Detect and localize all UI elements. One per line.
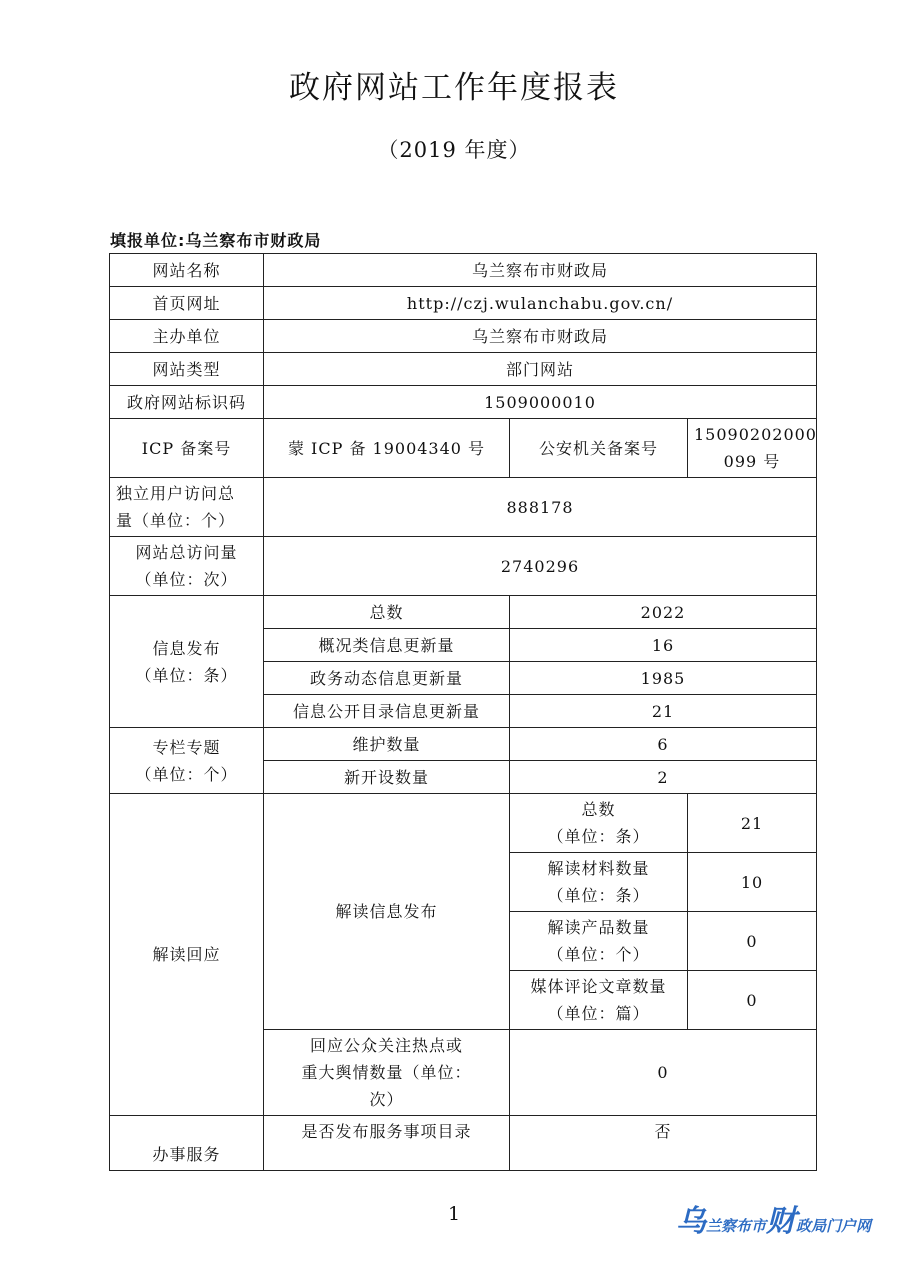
total-visits-label	[110, 537, 264, 596]
column-maintain-value: 6	[510, 728, 817, 761]
icp-label: ICP 备案号	[110, 419, 264, 478]
unique-visitors-label-line-1: 独立用户访问总	[116, 484, 236, 503]
table-row	[110, 254, 817, 287]
sponsor-label: 主办单位	[110, 320, 264, 353]
table-row	[110, 478, 817, 537]
response-value: 0	[510, 1030, 817, 1116]
info-release-label-line-1: 信息发布	[152, 638, 221, 658]
watermark-text-big-1: 乌	[676, 1204, 706, 1239]
reporting-unit: 填报单位:乌兰察布市财政局	[110, 231, 322, 250]
sponsor-value: 乌兰察布市财政局	[264, 320, 817, 353]
table-row	[110, 537, 817, 596]
interp-total-value: 21	[688, 794, 817, 853]
total-visits-value: 2740296	[264, 537, 817, 596]
column-label-line-2: （单位：个）	[135, 764, 238, 784]
column-label-line-1: 专栏专题	[152, 737, 221, 757]
info-open-value: 21	[510, 695, 817, 728]
service-catalog-value: 否	[510, 1116, 817, 1171]
column-new-value: 2	[510, 761, 817, 794]
interp-material-label-line-1: 解读材料数量	[547, 859, 650, 878]
report-table	[109, 253, 817, 1171]
column-label	[110, 728, 264, 794]
watermark-text-big-2: 财	[766, 1204, 797, 1239]
table-row	[110, 794, 817, 853]
interpret-release-label: 解读信息发布	[264, 794, 510, 1030]
interp-media-label-line-2: （单位：篇）	[547, 1004, 650, 1023]
service-catalog-label: 是否发布服务事项目录	[264, 1116, 510, 1171]
interpret-label: 解读回应	[110, 794, 264, 1116]
interp-media-label-line-1: 媒体评论文章数量	[530, 977, 667, 996]
police-record-label: 公安机关备案号	[510, 419, 688, 478]
home-url-label: 首页网址	[110, 287, 264, 320]
column-new-label: 新开设数量	[264, 761, 510, 794]
interp-product-label-line-1: 解读产品数量	[547, 918, 650, 937]
site-watermark-logo	[676, 1196, 872, 1239]
unique-visitors-label	[110, 478, 264, 537]
info-release-label-line-2: （单位：条）	[135, 665, 238, 685]
police-record-value-line-1: 15090202000	[694, 425, 817, 444]
icp-value: 蒙 ICP 备 19004340 号	[264, 419, 510, 478]
interp-material-label-line-2: （单位：条）	[547, 886, 650, 905]
table-row	[110, 353, 817, 386]
table-row	[110, 419, 817, 478]
interp-product-label	[510, 912, 688, 971]
table-row	[110, 320, 817, 353]
site-type-value: 部门网站	[264, 353, 817, 386]
interp-material-label	[510, 853, 688, 912]
watermark-text-small-1: 兰察布市	[706, 1217, 767, 1235]
unique-visitors-value: 888178	[264, 478, 817, 537]
service-label: 办事服务	[110, 1116, 264, 1171]
site-name-label: 网站名称	[110, 254, 264, 287]
info-total-label: 总数	[264, 596, 510, 629]
interp-total-label-line-1: 总数	[581, 800, 616, 819]
interp-material-value: 10	[688, 853, 817, 912]
home-url-value: http://czj.wulanchabu.gov.cn/	[264, 287, 817, 320]
unique-visitors-label-line-2: 量（单位：个）	[116, 511, 236, 530]
gov-id-label: 政府网站标识码	[110, 386, 264, 419]
info-overview-label: 概况类信息更新量	[264, 629, 510, 662]
interp-total-label	[510, 794, 688, 853]
info-overview-value: 16	[510, 629, 817, 662]
site-type-label: 网站类型	[110, 353, 264, 386]
report-year: （2019 年度）	[377, 138, 531, 162]
total-visits-label-line-1: 网站总访问量	[135, 543, 238, 562]
response-label-line-1: 回应公众关注热点或	[309, 1036, 463, 1055]
table-row	[110, 1116, 817, 1171]
table-row	[110, 287, 817, 320]
interp-media-label	[510, 971, 688, 1030]
site-name-value: 乌兰察布市财政局	[264, 254, 817, 287]
info-total-value: 2022	[510, 596, 817, 629]
column-maintain-label: 维护数量	[264, 728, 510, 761]
page-number: 1	[447, 1203, 461, 1225]
table-row	[110, 386, 817, 419]
page-title: 政府网站工作年度报表	[289, 70, 619, 106]
total-visits-label-line-2: （单位：次）	[135, 570, 238, 589]
table-row	[110, 728, 817, 761]
table-row	[110, 596, 817, 629]
response-label-line-3: 次）	[369, 1090, 404, 1109]
info-news-label: 政务动态信息更新量	[264, 662, 510, 695]
watermark-text-small-2: 政局门户网	[796, 1217, 872, 1235]
interp-product-value: 0	[688, 912, 817, 971]
interp-product-label-line-2: （单位：个）	[547, 945, 650, 964]
response-label	[264, 1030, 510, 1116]
interp-total-label-line-2: （单位：条）	[547, 827, 650, 846]
info-news-value: 1985	[510, 662, 817, 695]
response-label-line-2: 重大舆情数量（单位：	[301, 1063, 472, 1082]
gov-id-value: 1509000010	[264, 386, 817, 419]
police-record-value	[688, 419, 817, 478]
info-open-label: 信息公开目录信息更新量	[264, 695, 510, 728]
interp-media-value: 0	[688, 971, 817, 1030]
police-record-value-line-2: 099 号	[723, 452, 781, 471]
info-release-label	[110, 596, 264, 728]
